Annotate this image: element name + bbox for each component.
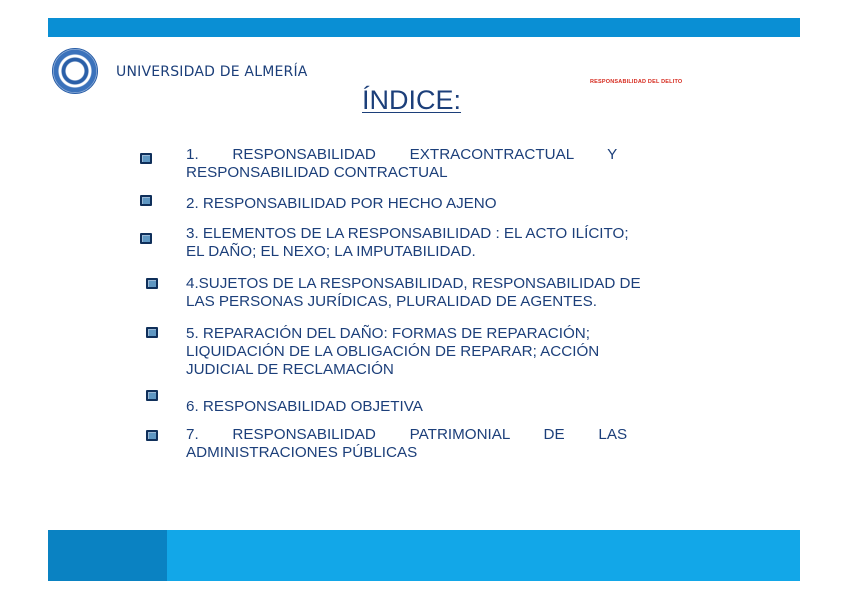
- list-item-line: 3. ELEMENTOS DE LA RESPONSABILIDAD : EL ACTO ILÍCITO;: [186, 225, 629, 242]
- square-bullet-icon: [146, 278, 158, 289]
- list-item-line: LAS PERSONAS JURÍDICAS, PLURALIDAD DE AGENTES.: [186, 293, 598, 310]
- list-item: [186, 398, 746, 416]
- footer-bar-dark: [48, 530, 167, 581]
- subject-label: RESPONSABILIDAD DEL DELITO: [590, 79, 683, 85]
- list-item-line: 1. RESPONSABILIDAD EXTRACONTRACTUAL Y: [186, 146, 618, 163]
- footer-bar-light: [167, 530, 800, 581]
- square-bullet-icon: [146, 327, 158, 338]
- list-item-line: RESPONSABILIDAD CONTRACTUAL: [186, 164, 448, 181]
- list-item: [186, 146, 746, 182]
- list-item: [186, 325, 746, 379]
- list-item-line: ADMINISTRACIONES PÚBLICAS: [186, 444, 418, 461]
- list-item-line: 6. RESPONSABILIDAD OBJETIVA: [186, 398, 423, 415]
- list-item: [186, 426, 746, 462]
- list-item-line: JUDICIAL DE RECLAMACIÓN: [186, 361, 394, 378]
- square-bullet-icon: [140, 233, 152, 244]
- list-item: [186, 225, 746, 261]
- list-item: [186, 195, 746, 213]
- list-item-line: 5. REPARACIÓN DEL DAÑO: FORMAS DE REPARACIÓN;: [186, 325, 590, 342]
- page-title: ÍNDICE:: [362, 85, 462, 115]
- square-bullet-icon: [140, 153, 152, 164]
- list-item-line: 7. RESPONSABILIDAD PATRIMONIAL DE LAS: [186, 426, 628, 443]
- list-item-line: LIQUIDACIÓN DE LA OBLIGACIÓN DE REPARAR; ACCIÓN: [186, 343, 600, 360]
- list-item: [186, 275, 746, 311]
- square-bullet-icon: [146, 430, 158, 441]
- university-name: UNIVERSIDAD DE ALMERÍA: [116, 64, 308, 80]
- list-item-line: EL DAÑO; EL NEXO; LA IMPUTABILIDAD.: [186, 243, 476, 260]
- square-bullet-icon: [146, 390, 158, 401]
- list-item-line: 2. RESPONSABILIDAD POR HECHO AJENO: [186, 195, 497, 212]
- list-item-line: 4.SUJETOS DE LA RESPONSABILIDAD, RESPONSABILIDAD DE: [186, 275, 641, 292]
- square-bullet-icon: [140, 195, 152, 206]
